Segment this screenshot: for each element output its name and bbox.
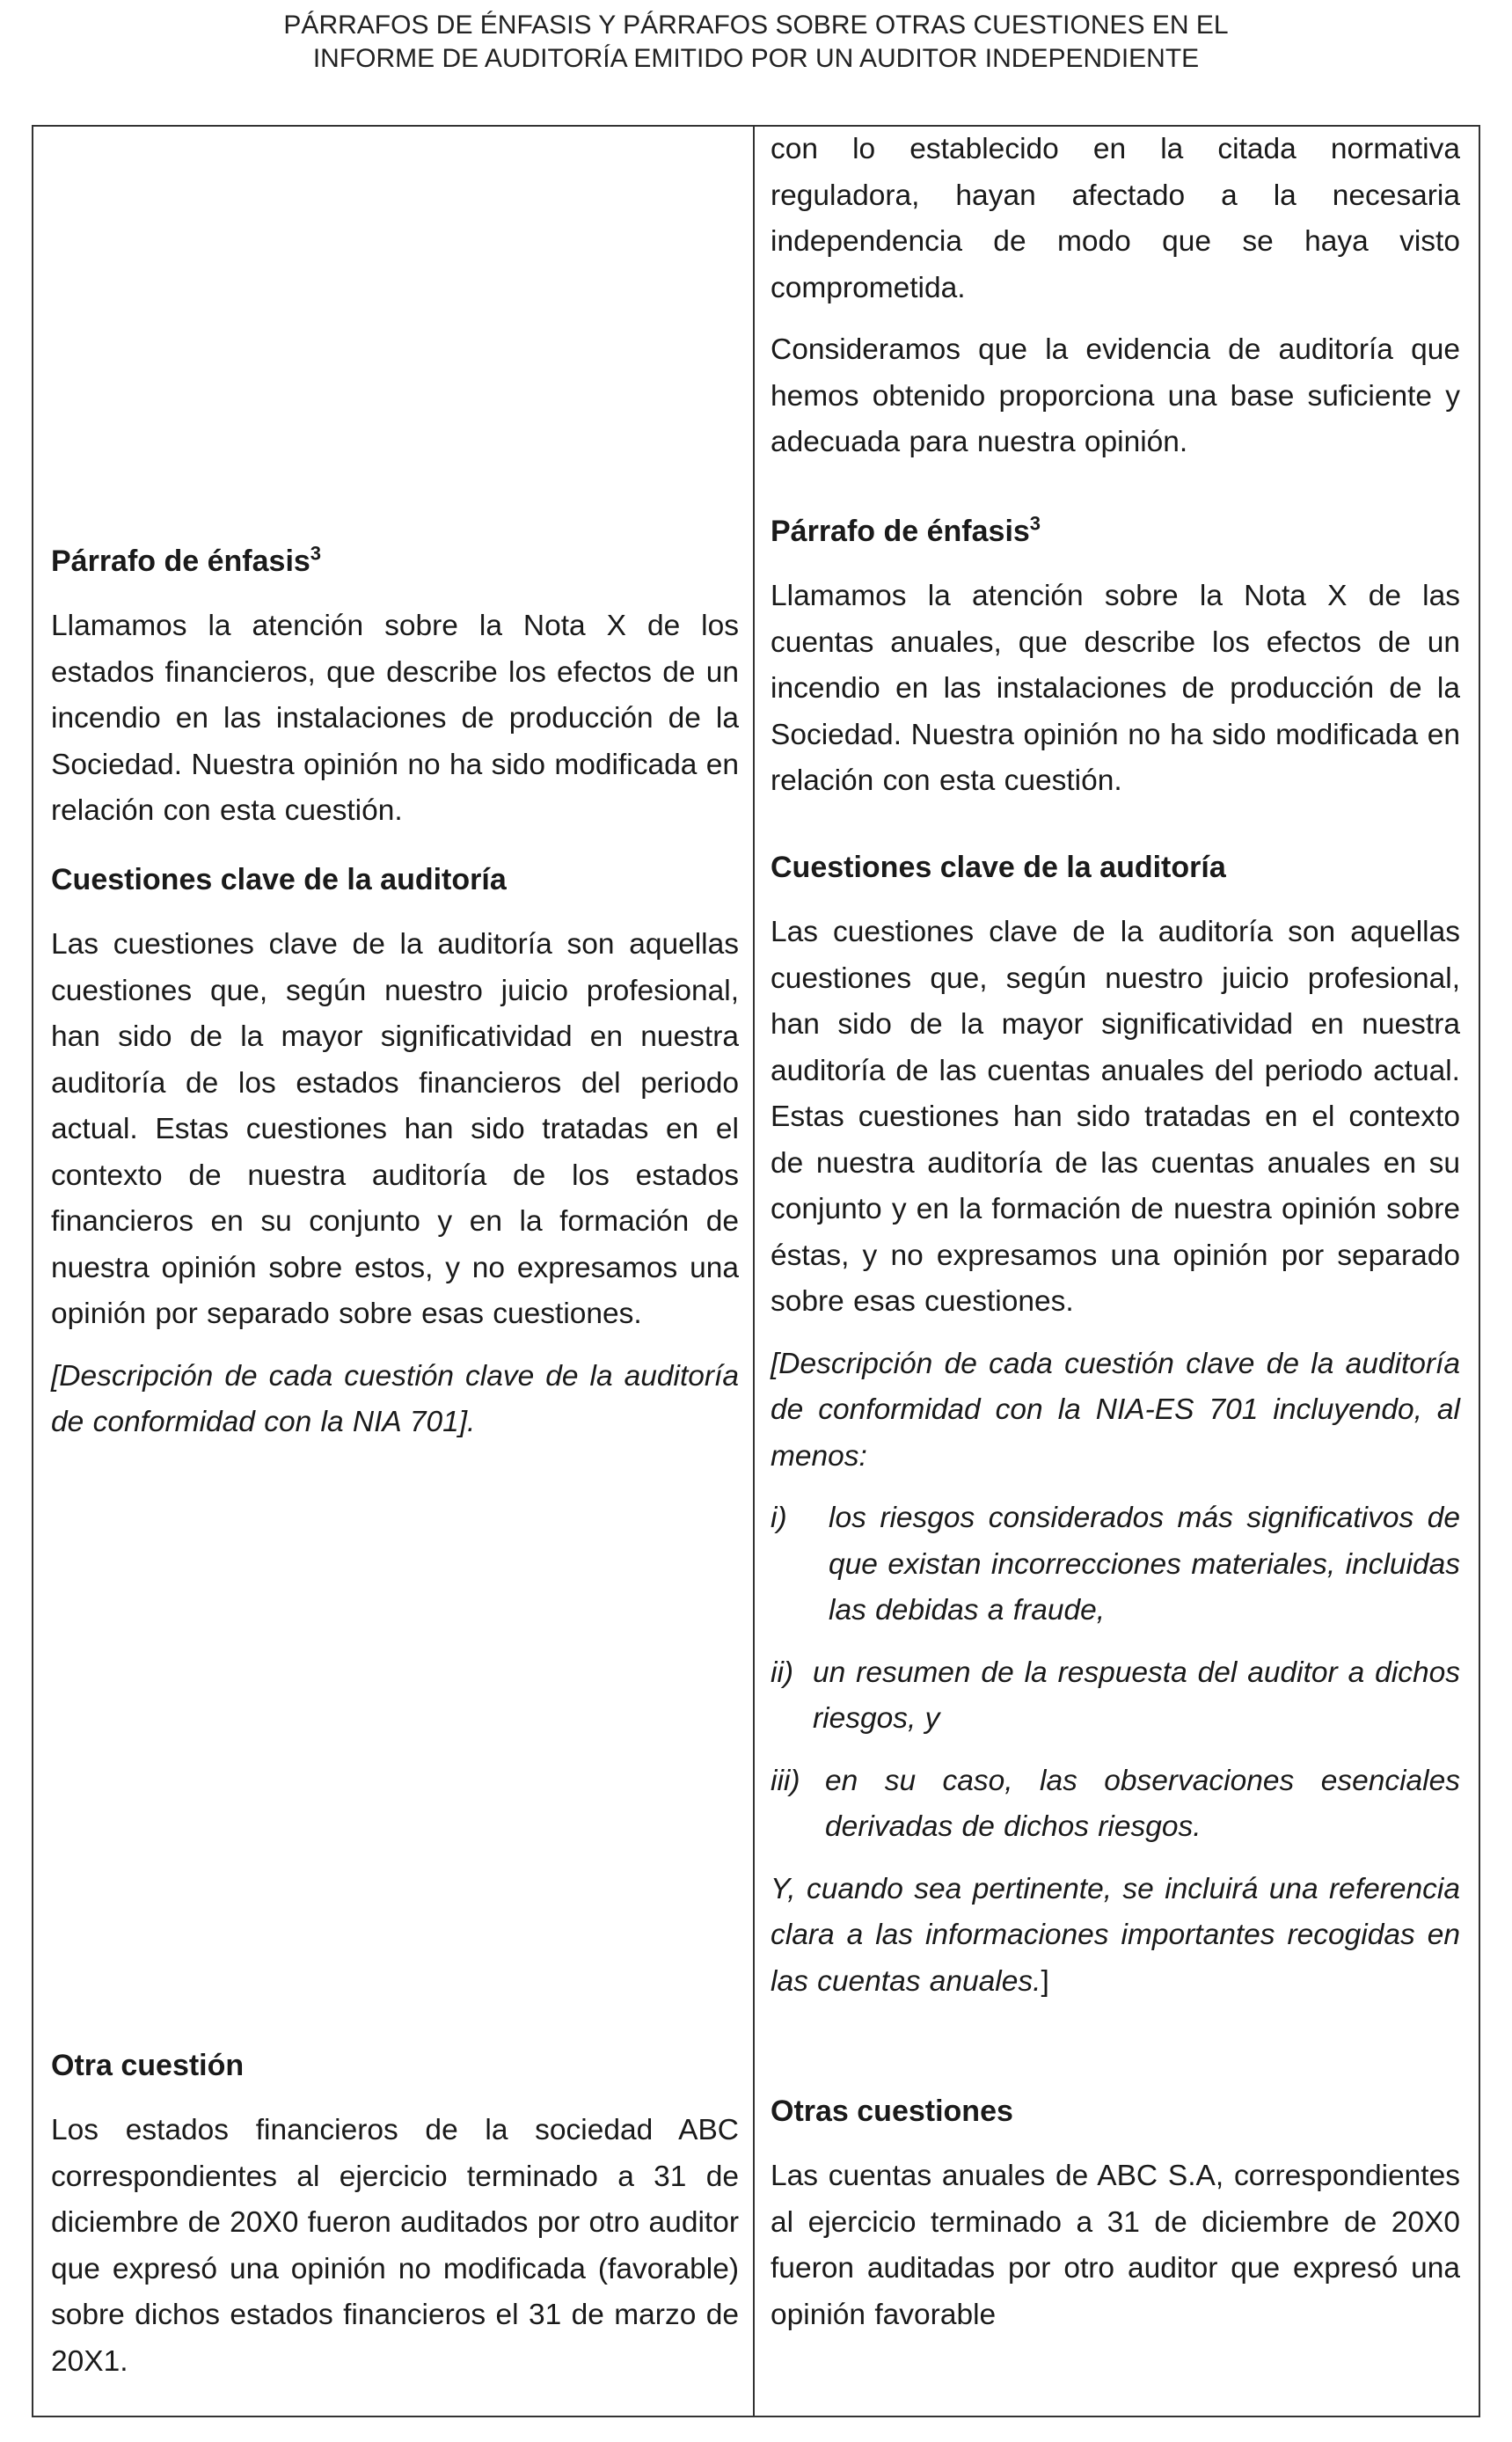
left-otra-text: Los estados financieros de la sociedad ABC correspondientes al ejercicio terminado a 31 de diciembre de 20X0 fueron auditados por otro auditor que expresó una opinión no modificada (favorable) sobre dichos estados financieros el 31 de marzo de 20X1.	[51, 2114, 739, 2378]
left-otra-title: Otra cuestión	[51, 2049, 245, 2082]
comparison-table	[32, 125, 1480, 2417]
right-intro-section	[771, 127, 1460, 466]
right-enfasis-text: Llamamos la atención sobre la Nota X de las cuentas anuales, que describe los efectos de un incendio en las instalaciones de producción de la Sociedad. Nuestra opinión no ha sido modificada en relación con esta cuestión.	[771, 580, 1460, 797]
column-divider	[753, 127, 755, 2416]
list-item	[771, 1495, 1460, 1634]
page-header	[0, 9, 1512, 76]
left-clave-desc: [Descripción de cada cuestión clave de la auditoría de conformidad con la NIA 701].	[51, 1359, 739, 1438]
right-enfasis-section	[771, 508, 1460, 805]
left-clave-text: Las cuestiones clave de la auditoría son aquellas cuestiones que, según nuestro juicio profesional, han sido de la mayor significatividad en nuestra auditoría de los estados financieros del periodo actual. Estas cuestiones han sido tratadas en el contexto de nuestra auditoría de los estados financieros en su conjunto y en la formación de nuestra opinión sobre estos, y no expresamos una opinión por separado sobre esas cuestiones.	[51, 928, 739, 1330]
right-otras-text: Las cuentas anuales de ABC S.A, correspondientes al ejercicio terminado a 31 de diciembre de 20X0 fueron auditadas por otro auditor que expresó una opinión favorable	[771, 2160, 1460, 2331]
right-clave-title: Cuestiones clave de la auditoría	[771, 851, 1226, 884]
left-enfasis-title: Párrafo de énfasis$^3$	[51, 542, 322, 578]
left-enfasis-section	[51, 538, 739, 835]
right-otras-title: Otras cuestiones	[771, 2095, 1013, 2128]
header-line-2: INFORME DE AUDITORÍA EMITIDO POR UN AUDITOR INDEPENDIENTE	[312, 44, 1200, 73]
right-otras-section	[771, 2088, 1460, 2338]
right-intro-text: con lo establecido en la citada normativa reguladora, hayan afectado a la necesaria independencia de modo que se haya visto comprometida.	[771, 133, 1460, 304]
left-clave-title: Cuestiones clave de la auditoría	[51, 863, 507, 896]
header-line-1: PÁRRAFOS DE ÉNFASIS Y PÁRRAFOS SOBRE OTRAS CUESTIONES EN EL	[283, 11, 1229, 40]
left-enfasis-text: Llamamos la atención sobre la Nota X de los estados financieros, que describe los efectos de un incendio en las instalaciones de producción de la Sociedad. Nuestra opinión no ha sido modificada en relación con esta cuestión.	[51, 610, 739, 827]
list-item-text: un resumen de la respuesta del auditor a dichos riesgos, y	[813, 1656, 1460, 1735]
right-clave-section	[771, 844, 1460, 2005]
list-item-number: i)	[771, 1502, 787, 1534]
list-item	[771, 1650, 1460, 1743]
left-clave-section	[51, 857, 739, 1446]
list-item	[771, 1758, 1460, 1851]
list-item-number: iii)	[771, 1764, 800, 1797]
right-clave-text: Las cuestiones clave de la auditoría son aquellas cuestiones que, según nuestro juicio profesional, han sido de la mayor significatividad en nuestra auditoría de las cuentas anuales del periodo actual. Estas cuestiones han sido tratadas en el contexto de nuestra auditoría de las cuentas anuales en su conjunto y en la formación de nuestra opinión sobre éstas, y no expresamos una opinión por separado sobre esas cuestiones.	[771, 916, 1460, 1318]
right-clave-desc: [Descripción de cada cuestión clave de la auditoría de conformidad con la NIA-ES 701 incluyendo, al menos:	[771, 1347, 1460, 1473]
left-otra-section	[51, 2043, 739, 2385]
footnote-ref: 3	[1029, 512, 1041, 535]
footnote-ref: 3	[310, 542, 322, 565]
right-pertinente-paragraph	[771, 1867, 1460, 2006]
right-evidencia-text: Consideramos que la evidencia de auditoría que hemos obtenido proporciona una base suficiente y adecuada para nuestra opinión.	[771, 333, 1460, 458]
closing-bracket: ]	[1041, 1964, 1049, 1998]
list-item-number: ii)	[771, 1656, 794, 1689]
list-item-text: los riesgos considerados más significativos de que existan incorrecciones materiales, incluidas las debidas a fraude,	[829, 1502, 1460, 1627]
right-enfasis-title: Párrafo de énfasis$^3$	[771, 512, 1041, 548]
list-item-text: en su caso, las observaciones esenciales derivadas de dichos riesgos.	[825, 1764, 1460, 1843]
right-pertinente-text: Y, cuando sea pertinente, se incluirá una referencia clara a las informaciones importantes recogidas en las cuentas anuales.	[771, 1872, 1460, 1998]
